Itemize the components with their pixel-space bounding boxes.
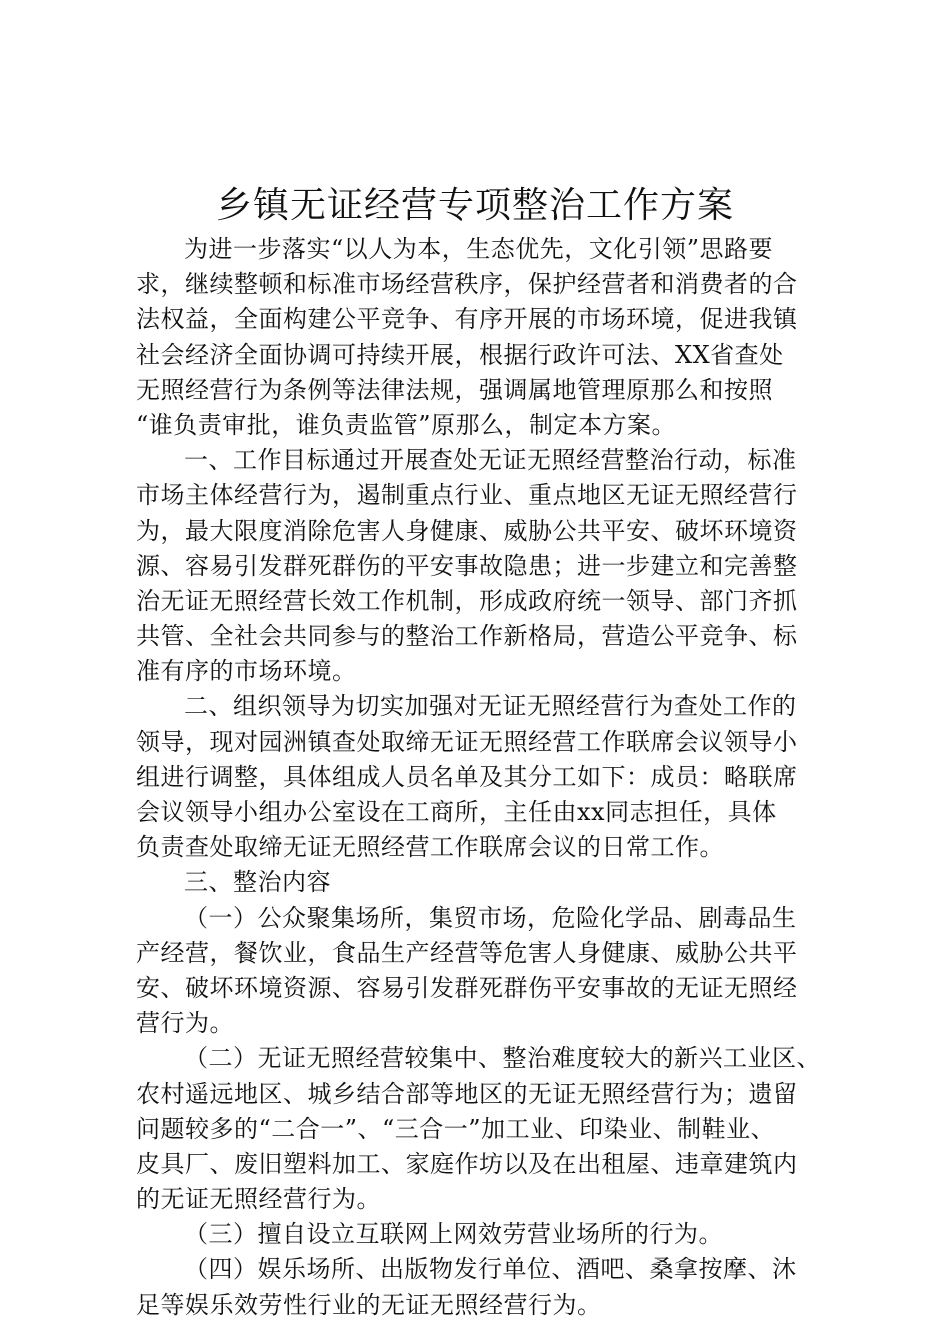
paragraph-line: 无照经营行为条例等法律法规，强调属地管理原那么和按照 (136, 375, 773, 404)
paragraph-line: 为，最大限度消除危害人身健康、威胁公共平安、破坏环境资 (136, 516, 798, 545)
paragraph-line: 二、组织领导为切实加强对无证无照经营行为查处工作的 (184, 692, 797, 721)
paragraph-line: 产经营，餐饮业，食品生产经营等危害人身健康、威胁公共平 (136, 938, 798, 967)
paragraph-line: （一）公众聚集场所，集贸市场，危险化学品、剧毒品生 (184, 903, 797, 932)
paragraph-line: （三）擅自设立互联网上网效劳营业场所的行为。 (184, 1220, 723, 1249)
paragraph-line: 营行为。 (136, 1009, 234, 1038)
paragraph-line: 市场主体经营行为，遏制重点行业、重点地区无证无照经营行 (136, 481, 798, 510)
paragraph-line: 安、破坏环境资源、容易引发群死群伤平安事故的无证无照经 (136, 973, 798, 1002)
section-heading: 三、整治内容 (184, 868, 331, 897)
paragraph-line: 治无证无照经营长效工作机制，形成政府统一领导、部门齐抓 (136, 586, 798, 615)
paragraph-line: （四）娱乐场所、出版物发行单位、酒吧、桑拿按摩、沐 (184, 1255, 797, 1284)
paragraph-line: 会议领导小组办公室设在工商所，主任由xx同志担任，具体 (136, 798, 777, 826)
paragraph-line: 社会经济全面协调可持续开展，根据行政许可法、XX省查处 (136, 340, 784, 369)
paragraph-line: 准有序的市场环境。 (136, 657, 357, 686)
paragraph-line: 足等娱乐效劳性行业的无证无照经营行为。 (136, 1290, 602, 1319)
paragraph-line: 组进行调整，具体组成人员名单及其分工如下：成员：略联席 (136, 762, 798, 791)
paragraph-line: 一、工作目标通过开展查处无证无照经营整治行动，标准 (184, 446, 797, 475)
paragraph-line: 源、容易引发群死群伤的平安事故隐患；进一步建立和完善整 (136, 551, 798, 580)
document-body (136, 232, 836, 1323)
paragraph-line: （二）无证无照经营较集中、整治难度较大的新兴工业区、 (184, 1044, 821, 1073)
paragraph-line: 领导，现对园洲镇查处取缔无证无照经营工作联席会议领导小 (136, 727, 798, 756)
paragraph-line: 问题较多的“二合一”、“三合一”加工业、印染业、制鞋业、 (136, 1114, 776, 1143)
document-title: 乡镇无证经营专项整治工作方案 (215, 185, 734, 226)
paragraph-line: 负责查处取缔无证无照经营工作联席会议的日常工作。 (136, 833, 724, 862)
paragraph-line: 求，继续整顿和标准市场经营秩序，保护经营者和消费者的合 (136, 270, 798, 299)
paragraph-line: 法权益，全面构建公平竞争、有序开展的市场环境，促进我镇 (136, 305, 798, 334)
paragraph-line: 农村遥远地区、城乡结合部等地区的无证无照经营行为；遗留 (136, 1079, 798, 1108)
paragraph-line: 为进一步落实“以人为本，生态优先，文化引领”思路要 (184, 235, 774, 263)
paragraph-line: 的无证无照经营行为。 (136, 1185, 381, 1214)
paragraph-line: 皮具厂、废旧塑料加工、家庭作坊以及在出租屋、违章建筑内 (136, 1149, 798, 1178)
paragraph-line: “谁负责审批，谁负责监管”原那么，制定本方案。 (136, 410, 677, 439)
paragraph-line: 共管、全社会共同参与的整治工作新格局，营造公平竞争、标 (136, 622, 798, 651)
